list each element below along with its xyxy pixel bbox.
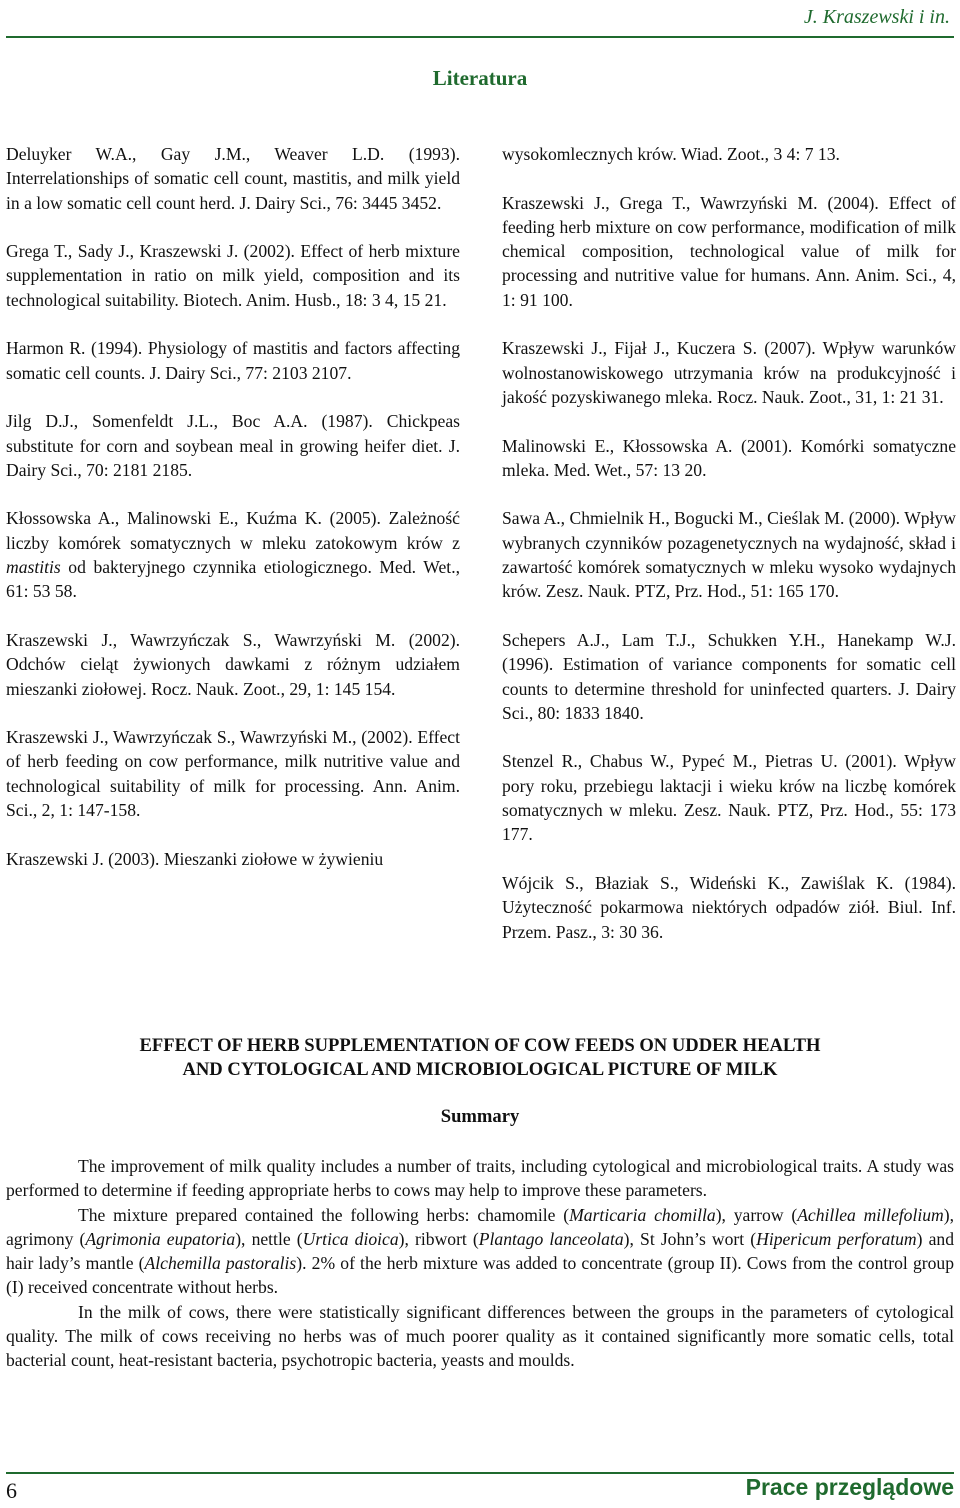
reference-entry xyxy=(6,142,460,215)
summary-paragraph xyxy=(6,1203,954,1300)
references-right-column xyxy=(502,142,956,968)
text-run: ), St John’s wort ( xyxy=(623,1228,757,1249)
text-run: Wójcik S., Błaziak S., Wideński K., Zawiślak K. (1984). Użyteczność pokarmowa niektórych odpadów ziół. Biul. Inf. Przem. Pasz., 3: 30 36. xyxy=(502,872,956,942)
text-run: The improvement of milk quality includes a number of traits, including cytological and microbiological traits. A study was performed to determine if feeding appropriate herbs to cows may help to improve these parameters. xyxy=(6,1156,954,1201)
article-title-line-1: EFFECT OF HERB SUPPLEMENTATION OF COW FEEDS ON UDDER HEALTH xyxy=(139,1035,821,1056)
text-run: Sawa A., Chmielnik H., Bogucki M., Cieślak M. (2000). Wpływ wybranych czynników pozagenetycznych na wydajność, skład i zawartość komórek somatycznych w mleku wysoko wydajnych krów. Zesz. Nauk. PTZ, Prz. Hod., 51: 165 170. xyxy=(502,508,956,602)
text-run: ). 2% of the herb mixture was added to concentrate (group II). Cows from the control group (I) received concentrate without herbs. xyxy=(6,1253,954,1298)
text-run: Grega T., Sady J., Kraszewski J. (2002). Effect of herb mixture supplementation in ratio on milk yield, composition and its technological suitability. Biotech. Anim. Husb., 18: 3 4, 15 21. xyxy=(6,241,460,310)
text-run: Harmon R. (1994). Physiology of mastitis and factors affecting somatic cell counts. J. Dairy Sci., 77: 2103 2107. xyxy=(6,338,460,383)
reference-entry xyxy=(502,628,956,725)
italic-text: Agrimonia eupatoria xyxy=(85,1228,236,1249)
text-run: Kraszewski J., Wawrzyńczak S., Wawrzyński M., (2002). Effect of herb feeding on cow performance, milk nutritive value and technological suitability of milk for processing. Ann. Anim. Sci., 2, 1: 147-158. xyxy=(6,727,460,821)
reference-entry xyxy=(6,409,460,482)
text-run: Kraszewski J., Fijał J., Kuczera S. (2007). Wpływ warunków wolnostanowiskowego utrzymania krów na produkcyjność i jakość pozyskiwanego mleka. Rocz. Nauk. Zoot., 31, 1: 21 31. xyxy=(502,338,956,407)
header-rule xyxy=(6,36,954,38)
reference-entry xyxy=(6,336,460,385)
references-left-column xyxy=(6,142,460,895)
reference-entry xyxy=(502,191,956,312)
reference-entry xyxy=(502,749,956,846)
reference-entry xyxy=(6,628,460,701)
text-run: ) and hair lady’s mantle ( xyxy=(6,1228,955,1274)
article-title-line-2: AND CYTOLOGICAL AND MICROBIOLOGICAL PICTURE OF MILK xyxy=(182,1059,778,1081)
text-run: In the milk of cows, there were statistically significant differences between the groups in the parameters of cytological quality. The milk of cows receiving no herbs was of much poorer quality as it contained significantly more somatic cells, total bacterial count, heat-resistant bacteria, psychotropic bacteria, yeasts and moulds. xyxy=(6,1301,954,1371)
text-run: Jilg D.J., Somenfeldt J.L., Boc A.A. (1987). Chickpeas substitute for corn and soybean meal in growing heifer diet. J. Dairy Sci., 70: 2181 2185. xyxy=(6,411,460,480)
text-run: Kłossowska A., Malinowski E., Kuźma K. (2005). Zależność liczby komórek somatycznych w mleku zatokowym krów z xyxy=(6,508,460,553)
text-run: The mixture prepared contained the following herbs: chamomile ( xyxy=(78,1204,570,1225)
text-run: wysokomlecznych krów. Wiad. Zoot., 3 4: 7 13. xyxy=(502,144,840,164)
summary-paragraph xyxy=(6,1300,954,1373)
reference-entry xyxy=(502,336,956,409)
page-number: 6 xyxy=(6,1478,17,1503)
running-head: J. Kraszewski i in. xyxy=(803,6,950,28)
reference-entry xyxy=(502,434,956,483)
italic-text: Marticaria chomilla xyxy=(569,1204,716,1225)
text-run: Kraszewski J., Grega T., Wawrzyński M. (2004). Effect of feeding herb mixture on cow performance, modification of milk chemical composition, technological value of milk for processing and nutritive value for humans. Ann. Anim. Sci., 4, 1: 91 100. xyxy=(502,192,956,310)
reference-entry xyxy=(502,142,956,166)
reference-entry xyxy=(6,506,460,603)
section-label: Prace przeglądowe xyxy=(745,1474,954,1500)
text-run: Deluyker W.A., Gay J.M., Weaver L.D. (1993). Interrelationships of somatic cell count, mastitis, and milk yield in a low somatic cell count herd. J. Dairy Sci., 76: 3445 3452. xyxy=(6,144,460,213)
summary-body xyxy=(6,1154,954,1373)
text-run: Kraszewski J. (2003). Mieszanki ziołowe w żywieniu xyxy=(6,848,384,869)
reference-entry xyxy=(6,239,460,312)
text-run: Kraszewski J., Wawrzyńczak S., Wawrzyński M. (2002). Odchów cieląt żywionych dawkami z różnym udziałem mieszanki ziołowej. Rocz. Nauk. Zoot., 29, 1: 145 154. xyxy=(6,629,460,699)
text-run: ), nettle ( xyxy=(235,1228,303,1249)
italic-text: Achillea millefolium xyxy=(797,1204,944,1225)
reference-entry xyxy=(6,847,460,871)
italic-text: mastitis xyxy=(6,557,61,578)
reference-entry xyxy=(502,871,956,944)
italic-text: Hipericum perforatum xyxy=(756,1228,917,1249)
text-run: ), agrimony ( xyxy=(6,1204,954,1249)
text-run: od bakteryjnego czynnika etiologicznego. Med. Wet., 61: 53 58. xyxy=(6,557,460,602)
italic-text: Plantago lanceolata xyxy=(478,1228,624,1249)
summary-heading: Summary xyxy=(440,1106,520,1127)
italic-text: Alchemilla pastoralis xyxy=(144,1253,297,1274)
text-run: ), yarrow ( xyxy=(715,1204,798,1225)
summary-paragraph xyxy=(6,1154,954,1203)
reference-entry xyxy=(6,725,460,822)
reference-entry xyxy=(502,506,956,603)
text-run: ), ribwort ( xyxy=(398,1228,479,1249)
text-run: Stenzel R., Chabus W., Pypeć M., Pietras U. (2001). Wpływ pory roku, przebiegu laktacji i wieku krów na liczbę komórek somatycznych w mleku. Zesz. Nauk. PTZ, Prz. Hod., 55: 173 177. xyxy=(502,751,956,845)
italic-text: Urtica dioica xyxy=(302,1228,399,1249)
section-title: Literatura xyxy=(432,66,528,90)
article-title xyxy=(0,1034,960,1083)
text-run: Malinowski E., Kłossowska A. (2001). Komórki somatyczne mleka. Med. Wet., 57: 13 20. xyxy=(502,435,956,480)
text-run: Schepers A.J., Lam T.J., Schukken Y.H., Hanekamp W.J. (1996). Estimation of variance components for somatic cell counts to determine threshold for uninfected quarters. J. Dairy Sci., 80: 1833 1840. xyxy=(502,629,956,723)
